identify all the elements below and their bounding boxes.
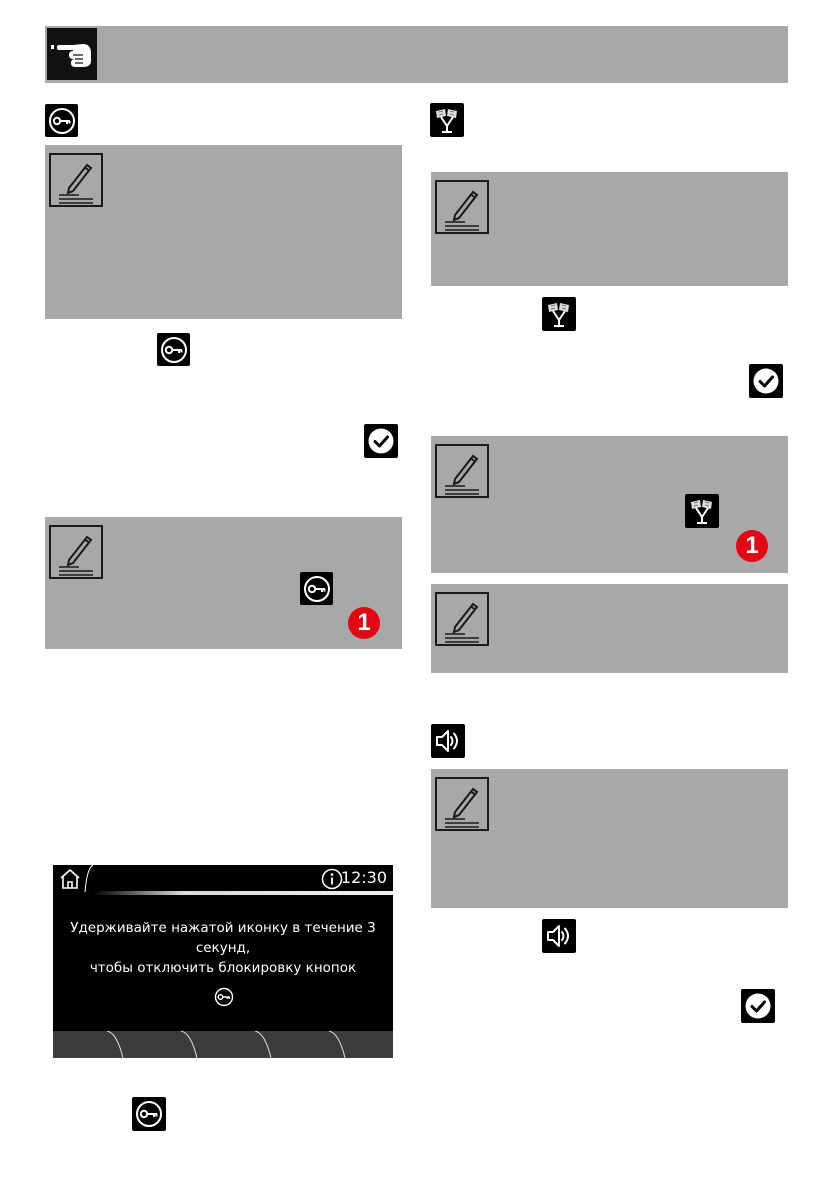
key-lock-icon[interactable] bbox=[214, 987, 234, 1012]
device-display-screen bbox=[53, 865, 393, 1058]
pencil-note-icon bbox=[49, 525, 103, 579]
pointing-hand-icon bbox=[47, 28, 97, 80]
speaker-sound-icon bbox=[431, 724, 465, 758]
section-header-bar bbox=[45, 26, 788, 83]
lock-message-line-2: чтобы отключить блокировку кнопок bbox=[89, 960, 357, 976]
checkmark-icon bbox=[749, 364, 783, 398]
note-box-language-3 bbox=[431, 584, 788, 673]
warning-badge: 1 bbox=[348, 607, 380, 639]
note-box-language-1 bbox=[431, 172, 788, 286]
note-box-key-1 bbox=[45, 145, 402, 319]
key-lock-icon bbox=[157, 333, 190, 366]
pencil-note-icon bbox=[435, 180, 489, 234]
home-icon[interactable] bbox=[58, 868, 82, 895]
key-lock-icon bbox=[45, 104, 78, 137]
screen-divider-line bbox=[93, 891, 393, 895]
clock-time: 12:30 bbox=[340, 868, 387, 887]
warning-badge: 1 bbox=[736, 530, 768, 562]
note-box-key-2 bbox=[45, 517, 402, 649]
checkmark-icon bbox=[364, 424, 398, 458]
note-box-sound bbox=[431, 769, 788, 908]
screen-bottom-bar bbox=[53, 1031, 393, 1058]
checkmark-icon bbox=[741, 989, 775, 1023]
flags-language-icon bbox=[430, 103, 464, 137]
flags-language-icon bbox=[542, 297, 576, 331]
note-box-language-2 bbox=[431, 436, 788, 573]
tab-divider-icon bbox=[83, 865, 95, 892]
pencil-note-icon bbox=[435, 444, 489, 498]
pencil-note-icon bbox=[435, 777, 489, 831]
flags-language-icon bbox=[685, 494, 719, 528]
speaker-sound-icon bbox=[542, 919, 576, 953]
lock-message-line-1: Удерживайте нажатой иконку в течение 3 секунд, bbox=[70, 920, 376, 956]
pencil-note-icon bbox=[49, 153, 103, 207]
key-lock-icon bbox=[132, 1097, 166, 1131]
lock-message bbox=[53, 918, 393, 978]
key-lock-icon bbox=[300, 572, 333, 605]
bottom-tab-dividers bbox=[53, 1031, 393, 1058]
screen-top-bar bbox=[53, 865, 393, 892]
pencil-note-icon bbox=[435, 592, 489, 646]
